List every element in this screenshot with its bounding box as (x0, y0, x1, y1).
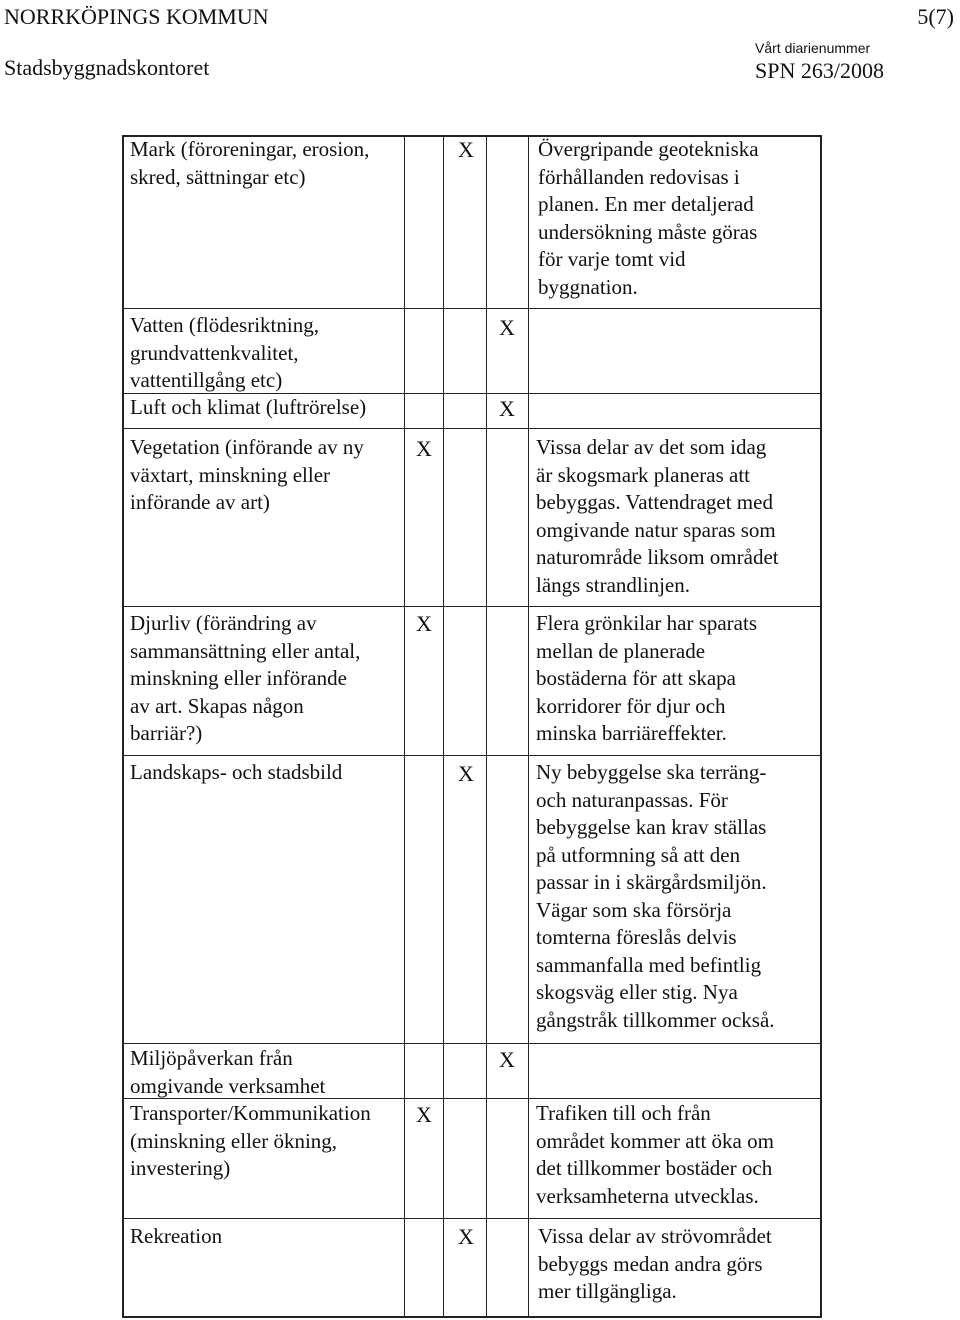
row-separator (122, 755, 822, 756)
row-separator (122, 606, 822, 607)
row-separator (122, 1043, 822, 1044)
row-separator (122, 428, 822, 429)
row-label-transporter: Transporter/Kommunikation (minskning eller ökning, investering) (130, 1101, 371, 1180)
row-comment-rekreation: Vissa delar av strövområdet bebyggs medan andra görs mer tillgängliga. (538, 1224, 772, 1303)
row-comment-djurliv: Flera grönkilar har sparats mellan de planerade bostäderna för att skapa korridorer för djur och minska barriäreffekter. (536, 611, 758, 745)
row-label-djurliv: Djurliv (förändring av sammansättning eller antal, minskning eller införande av art. Skapas någon barriär?) (130, 611, 361, 745)
row-mark-vegetation: X (416, 436, 432, 461)
row-label-vatten: Vatten (flödesriktning, grundvattenkvalitet, vattentillgång etc) (130, 313, 319, 392)
row-mark-transporter: X (416, 1102, 432, 1127)
office-name: Stadsbyggnadskontoret (4, 55, 210, 80)
table-border-left (122, 135, 124, 1318)
row-separator (122, 308, 822, 309)
row-mark-miljopaverkan: X (499, 1047, 515, 1072)
row-mark-luft: X (499, 396, 515, 421)
row-mark-vatten: X (499, 315, 515, 340)
row-comment-vegetation: Vissa delar av det som idag är skogsmark planeras att bebyggas. Vattendraget med omgivande natur sparas som naturområde liksom området längs strandlinjen. (536, 435, 779, 597)
row-mark-landskap: X (458, 761, 474, 786)
col-separator-2 (443, 135, 444, 1318)
row-mark-djurliv: X (416, 611, 432, 636)
page-number: 5(7) (917, 4, 954, 29)
row-mark-rekreation: X (458, 1224, 474, 1249)
table-border-right (820, 135, 822, 1318)
diary-label: Vårt diarienummer (755, 40, 871, 56)
row-label-luft: Luft och klimat (luftrörelse) (130, 395, 367, 419)
row-mark-mark: X (458, 137, 474, 162)
org-name: NORRKÖPINGS KOMMUN (4, 4, 269, 29)
col-separator-1 (404, 135, 405, 1318)
row-comment-landskap: Ny bebyggelse ska terräng- och naturanpassas. För bebyggelse kan krav ställas på utformning så att den passar in i skärgårdsmiljön. Vägar som ska försörja tomterna föreslås delvis sammanfalla med befintlig skogsväg eller stig. Nya gångstråk tillkommer också. (536, 760, 775, 1032)
row-label-mark: Mark (föroreningar, erosion, skred, sättningar etc) (130, 137, 370, 189)
row-label-landskap: Landskaps- och stadsbild (130, 760, 343, 784)
row-label-miljopaverkan: Miljöpåverkan från omgivande verksamhet (130, 1046, 326, 1098)
row-comment-mark: Övergripande geotekniska förhållanden redovisas i planen. En mer detaljerad undersökning måste göras för varje tomt vid byggnation. (538, 137, 759, 299)
row-label-rekreation: Rekreation (130, 1224, 223, 1248)
diary-number: SPN 263/2008 (755, 58, 884, 83)
row-label-vegetation: Vegetation (införande av ny växtart, minskning eller införande av art) (130, 435, 364, 514)
row-separator (122, 1316, 822, 1318)
row-comment-transporter: Trafiken till och från området kommer att öka om det tillkommer bostäder och verksamheterna utvecklas. (536, 1101, 774, 1208)
col-separator-4 (528, 135, 529, 1318)
row-separator (122, 1218, 822, 1219)
col-separator-3 (486, 135, 487, 1318)
